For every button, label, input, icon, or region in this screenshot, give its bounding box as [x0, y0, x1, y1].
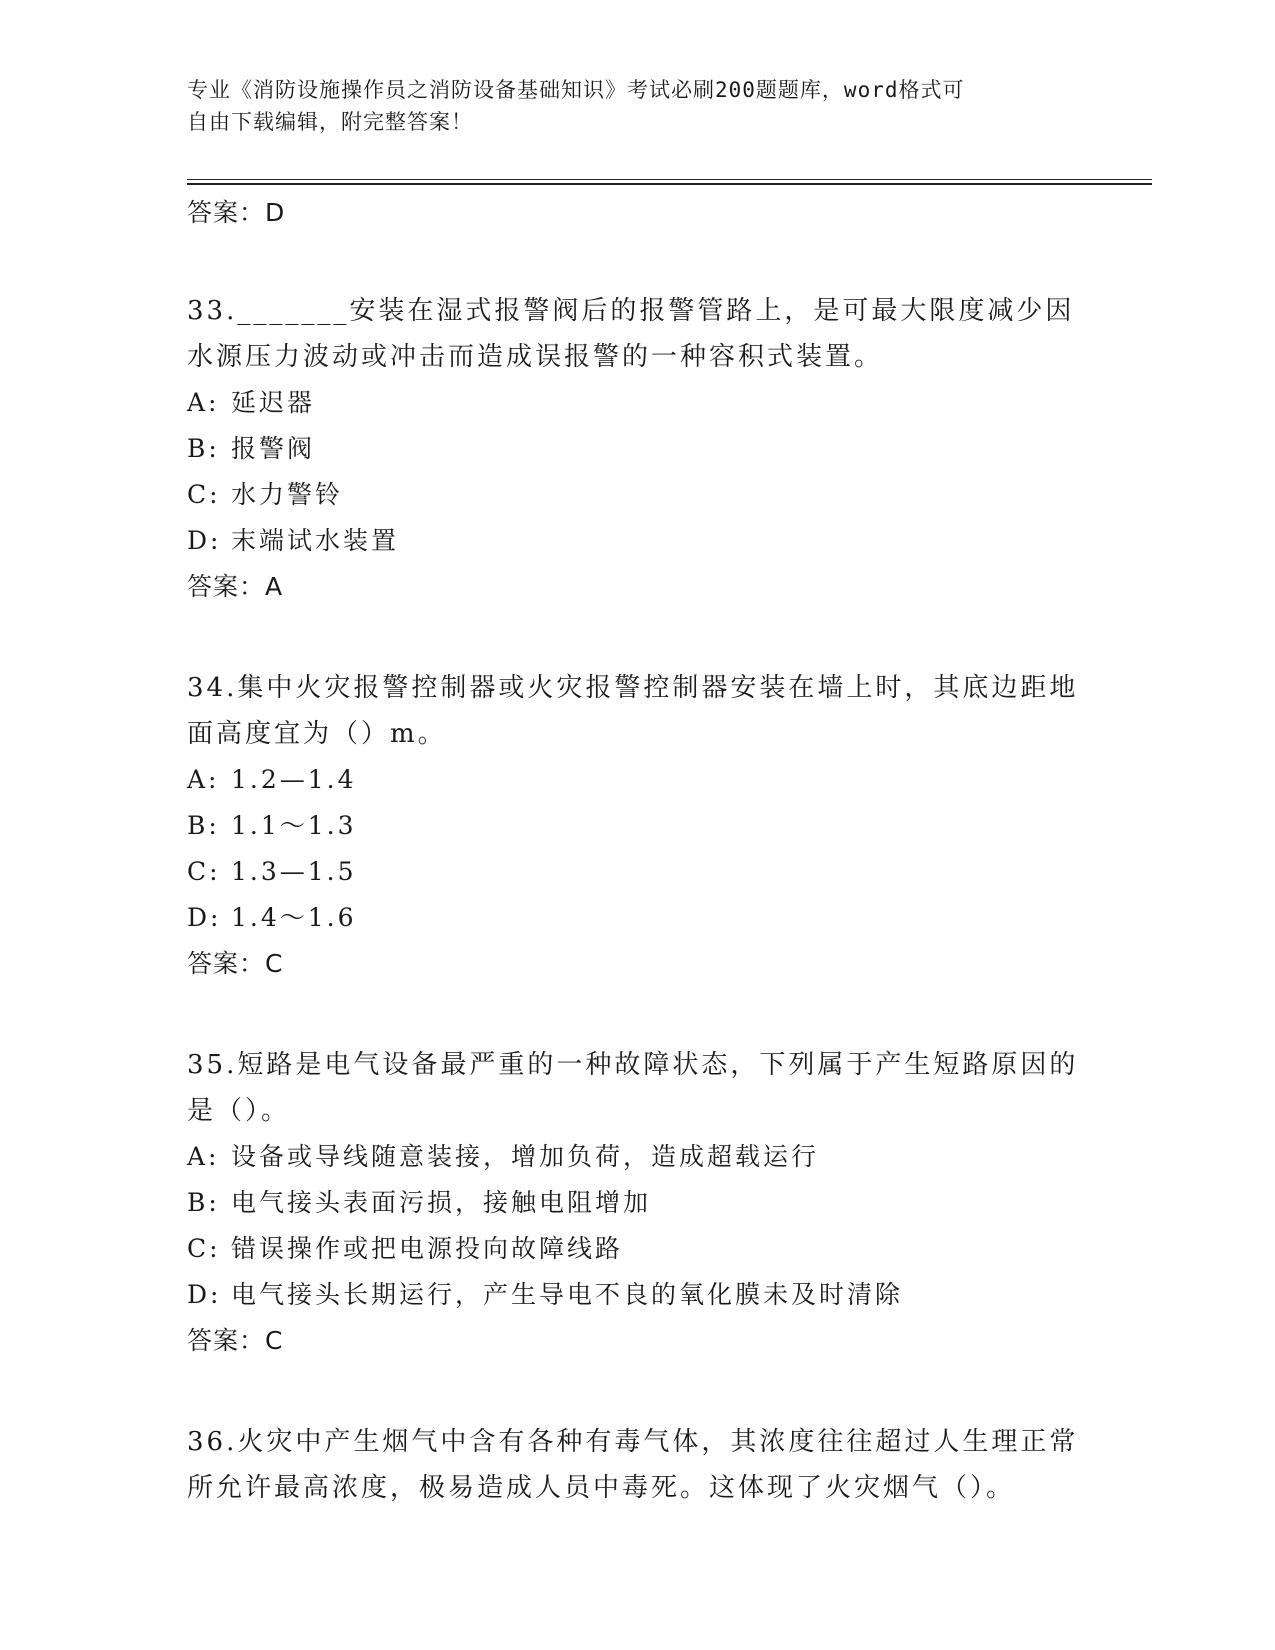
- option-text: 1.1～1.3: [231, 811, 357, 840]
- option-c: [187, 849, 1087, 895]
- option-text: 水力警铃: [231, 480, 344, 509]
- option-letter: D:: [187, 1280, 222, 1309]
- answer-label: 答案：A: [187, 572, 284, 601]
- question-stem-line: 35.短路是电气设备最严重的一种故障状态，下列属于产生短路原因的: [187, 1050, 1079, 1080]
- option-text: 延迟器: [231, 388, 316, 417]
- option-c: [187, 1226, 1087, 1272]
- header-line-2: 自由下载编辑，附完整答案！: [187, 110, 473, 134]
- option-letter: B:: [187, 1188, 220, 1217]
- option-letter: D:: [187, 526, 222, 555]
- option-letter: B:: [187, 434, 220, 463]
- option-d: [187, 518, 1087, 564]
- question-stem-line: 水源压力波动或冲击而造成误报警的一种容积式装置。: [187, 342, 884, 372]
- option-letter: A:: [187, 765, 220, 794]
- option-letter: C:: [187, 1234, 221, 1263]
- question-33: [187, 288, 1087, 610]
- question-stem-line: 所允许最高浓度，极易造成人员中毒死。这体现了火灾烟气（）。: [187, 1473, 1016, 1503]
- option-letter: A:: [187, 388, 220, 417]
- option-a: [187, 380, 1087, 426]
- question-stem-line: 33._______安装在湿式报警阀后的报警管路上，是可最大限度减少因: [187, 296, 1075, 326]
- option-text: 电气接头长期运行，产生导电不良的氧化膜未及时清除: [231, 1280, 904, 1309]
- option-letter: C:: [187, 480, 221, 509]
- option-d: [187, 1272, 1087, 1318]
- header-line-1: 专业《消防设施操作员之消防设备基础知识》考试必刷200题题库，word格式可: [187, 78, 965, 102]
- option-b: [187, 803, 1087, 849]
- option-text: 末端试水装置: [231, 526, 400, 555]
- option-a: [187, 757, 1087, 803]
- question-35: [187, 1042, 1087, 1364]
- option-a: [187, 1134, 1087, 1180]
- option-c: [187, 472, 1087, 518]
- question-stem-line: 34.集中火灾报警控制器或火灾报警控制器安装在墙上时，其底边距地: [187, 673, 1079, 703]
- option-letter: A:: [187, 1142, 220, 1171]
- question-36: [187, 1419, 1087, 1511]
- question-34: [187, 665, 1087, 987]
- question-stem-line: 是（）。: [187, 1096, 291, 1126]
- document-header: [187, 74, 1067, 138]
- header-divider-thin: [187, 179, 1152, 180]
- option-text: 错误操作或把电源投向故障线路: [231, 1234, 624, 1263]
- option-text: 设备或导线随意装接，增加负荷，造成超载运行: [231, 1142, 820, 1171]
- option-b: [187, 426, 1087, 472]
- option-b: [187, 1180, 1087, 1226]
- question-list: [187, 193, 1087, 1511]
- option-text: 电气接头表面污损，接触电阻增加: [231, 1188, 652, 1217]
- option-text: 1.4～1.6: [231, 903, 357, 932]
- previous-answer: 答案：D: [187, 198, 286, 227]
- option-letter: B:: [187, 811, 220, 840]
- option-d: [187, 895, 1087, 941]
- question-stem-line: 面高度宜为（）m。: [187, 719, 447, 749]
- option-letter: D:: [187, 903, 222, 932]
- option-text: 1.3—1.5: [231, 857, 357, 886]
- question-stem-line: 36.火灾中产生烟气中含有各种有毒气体，其浓度往往超过人生理正常: [187, 1427, 1079, 1457]
- option-text: 1.2—1.4: [231, 765, 357, 794]
- header-divider-thick: [187, 183, 1152, 185]
- answer-label: 答案：C: [187, 949, 284, 978]
- option-letter: C:: [187, 857, 221, 886]
- option-text: 报警阀: [231, 434, 316, 463]
- answer-label: 答案：C: [187, 1326, 284, 1355]
